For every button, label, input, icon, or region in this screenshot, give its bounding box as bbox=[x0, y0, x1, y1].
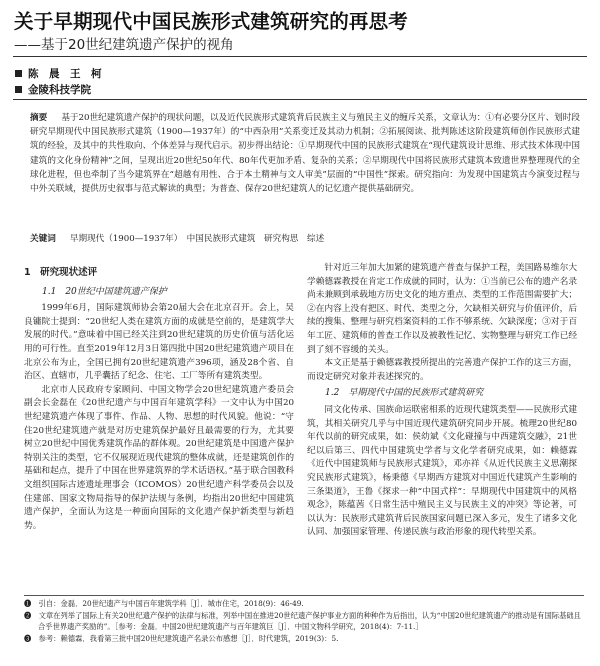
footnote: ❸ 参考：赖德霖．我看第三批中国20世纪建筑遗产名录公布感想［J］．时代建筑，2019(3)：5. bbox=[24, 633, 339, 643]
footnotes bbox=[24, 598, 584, 644]
keywords bbox=[30, 232, 580, 244]
paragraph: 1999年6月，国际建筑师协会第20届大会在北京召开。会上，吴良镛院士提到：“20世纪人类在建筑方面的成就是空前的，是建筑学大发展的时代。”意味着中国已经关注到20世纪建筑的历史价值与活化运用的可行性。直至2019年12月3日第四批中国20世纪建筑遗产项目在北京公布为止，全国已拥有20世纪建筑遗产396项，涵及28个省、自治区、直辖市，几乎囊括了纪念、住宅、工厂等所有建筑类型。 bbox=[24, 303, 294, 382]
abstract-label: 摘要 bbox=[30, 113, 48, 123]
author-rule bbox=[13, 99, 587, 100]
author-line bbox=[15, 66, 102, 81]
title-rule bbox=[13, 56, 587, 57]
abstract-text: 基于20世纪建筑遗产保护的现状问题，以及近代民族形式建筑背后民族主义与殖民主义的缠斥关系，文章认为：①有必要分区片、划时段研究早期现代中国民族形式建筑（1900—1937年）的“中西杂用”关系变迁及其动力机制；②拓展阅读、批判陈述这阶段建筑师创作民族形式建筑的经验，及其中的共性取向、个体差异与现代启示。初步得出结论：①早期现代中国的民族形式建筑在“现代建筑设计思维、形式技术体现中国建筑的文化身份精神”之间，呈现出近20世纪50年代、80年代更加矛盾、复杂的关系；②早期现代中国将民族形式建筑本致遗世界整理现代的全球化进程，但也牵制了当今建筑界在“超越有用性、合于本土精神与文人审美”层面的“中国性”探索。研究指向：为发现中国建筑古今演变过程与中外关联域，提供历史叙事与范式解读的典型；为普查、保存20世纪建筑人的记忆遗产提供基础研究。 bbox=[30, 113, 580, 195]
affiliation: 金陵科技学院 bbox=[28, 84, 91, 96]
paragraph: 本文正是基于赖德霖教授所提出的完善遗产保护工作的这三方面，而设定研究对象并表述探究的。 bbox=[307, 358, 577, 382]
paragraph: 同文化传承、国族命运联密相系的近现代建筑类型——民族形式建筑，其相关研究几乎与中国近现代建筑研究同步开展。梳理20世纪80年代以前的研究成果，如：侯幼斌《文化碰撞与中西建筑交融》，21世纪以后第三、四代中国建筑史学者与文化学者研究成果，如：赖德霖《近代中国建筑师与民族形式建筑》，邓亦祥《从近代民族主义思潮探究民族形式建筑》，杨秉德《早期西方建筑对中国近代建筑产生影响的三条渠道》，王鲁《探求一种“中国式样”：早期现代中国建筑中的风格观念》，陈蕴茜《日常生活中殖民主义与民族主义的冲突》等论著，可以认为：民族形式建筑背后民族国家问题已深入多元，发生了诸多文化认同、加强国家管理、传递民族与政治形象的现代转型关系。 bbox=[307, 404, 577, 538]
square-bullet-icon bbox=[15, 86, 22, 93]
paragraph: 针对近三年加大加紧的建筑遗产普查与保护工程，美国路易维尔大学赖德霖教授在肯定工作成就的同时，认为：①当前已公布的遗产名录尚未兼顾到承载地方历史文化的地方重点、类型的工作范围需要扩大；②在内容上没有把区、时代、类型之分，欠缺相关研究与价值评价，后续的搜集、整理与研究档案资料的工作不够系统、欠缺深度；③对于百年工匠、建筑师的普查工作以及被教性记忆、实物整理与研究工作已经到了刻不容缓的关头。 bbox=[307, 263, 577, 355]
abstract bbox=[30, 111, 580, 196]
footnote: ❷ 文章在列举了国际上有关20世纪遗产保护的法律与标准，列举中国在推进20世纪遗产保护事业方面的种种作为后指出，认为“中国20世纪建筑遗产的推动是有国际基础且合乎世界遗产奖励的”。［参考：金磊．中国20世纪建筑遗产与百年建筑巨［J］．中国文物科学研究，2018(4)：7-11.］ bbox=[24, 610, 581, 632]
footnote: ❶ 引自：金磊．20世纪遗产与中国百年建筑学科［J］．城市住宅，2018(9)：46-49. bbox=[24, 599, 304, 608]
authors: 陈 晨 王 柯 bbox=[28, 68, 102, 80]
paper-title: 关于早期现代中国民族形式建筑研究的再思考 bbox=[14, 10, 409, 33]
paragraph: 北京市人民政府专家顾问、中国文物学会20世纪建筑遗产委员会副会长金磊在《20世纪遗产与中国百年建筑学科》一文中认为中国20世纪建筑遗产体现了事件、作品、人物、思想的时代风貌。他说：“守住20世纪建筑遗产就是对历史建筑保护最好且最需要的行为，尤其要树立20世纪中国优秀建筑作品的群体观。20世纪建筑是中国遗产保护特别关注的类型，它不仅展现近现代建筑的整体成就，还是建筑创作的基础和起点，提升了中国在世界建筑界的学术话语权。”基于联合国教科文组织国际古迹遗址理事会（ICOMOS）20世纪遗产科学委员会以及住建部、国家文物局指导的保护法规与条例，均指出20世纪中国建筑遗产保护，全面认为这是一种面向国际的文化遗产保护新类型与新趋势。 bbox=[24, 384, 294, 531]
left-column bbox=[24, 262, 294, 533]
section-heading: 1 研究现状述评 bbox=[24, 267, 98, 278]
affiliation-line bbox=[15, 82, 91, 97]
right-column bbox=[307, 262, 577, 540]
square-bullet-icon bbox=[15, 70, 22, 77]
paper-subtitle: ——基于20世纪建筑遗产保护的视角 bbox=[14, 37, 234, 53]
keywords-text: 早期现代（1900—1937年） 中国民族形式建筑 研究构思 综述 bbox=[69, 234, 325, 244]
keywords-label: 关键词 bbox=[30, 234, 56, 244]
footnote-rule bbox=[24, 595, 584, 596]
subsection-heading: 1.2 早期现代中国的民族形式建筑研究 bbox=[325, 388, 484, 399]
subsection-heading: 1.1 20世纪中国建筑遗产保护 bbox=[42, 286, 167, 297]
